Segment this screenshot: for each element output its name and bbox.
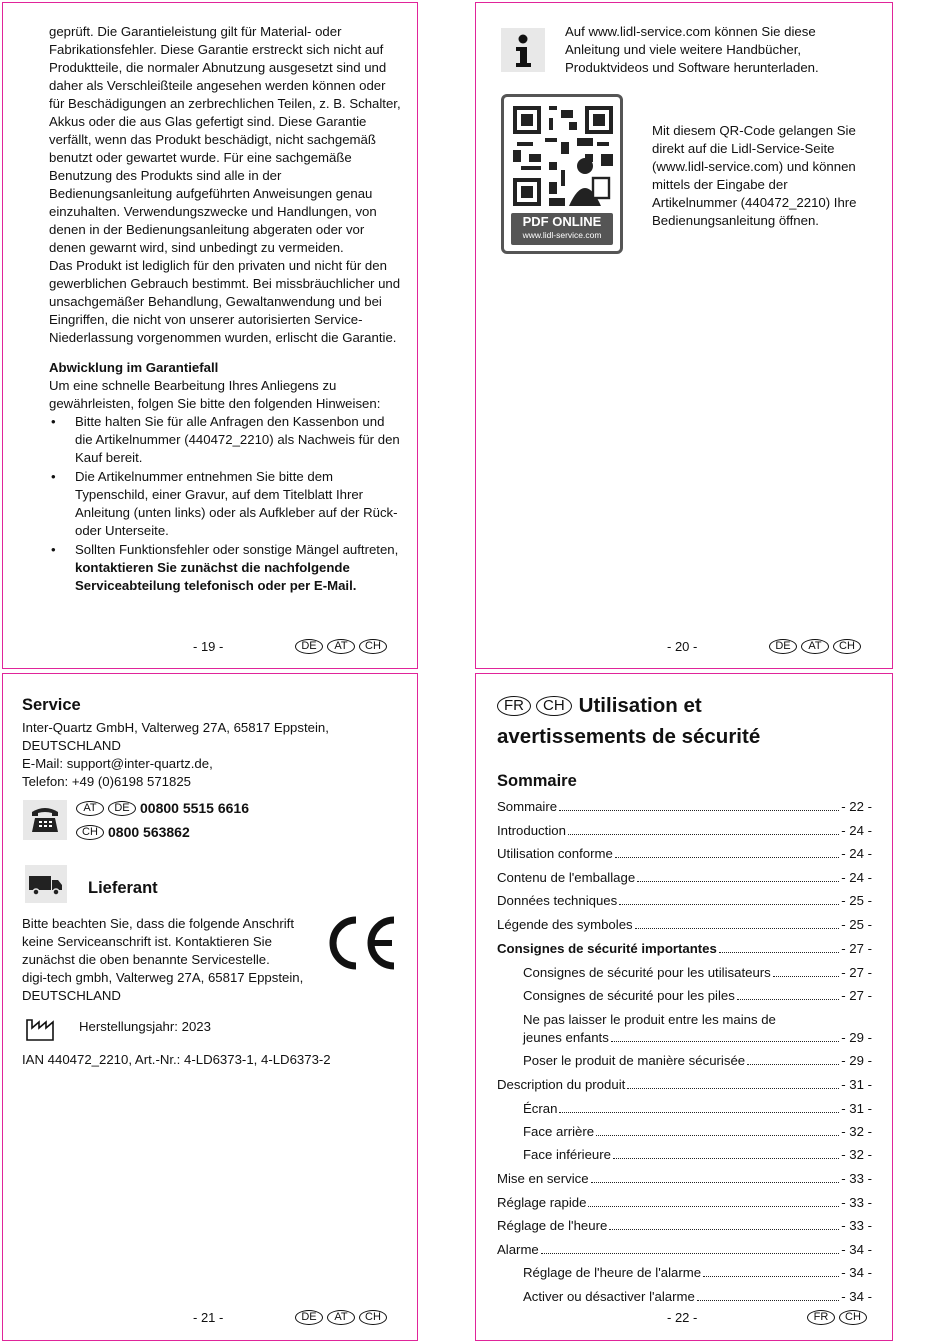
country-badge: AT <box>327 639 355 654</box>
pdf-online-url: www.lidl-service.com <box>522 230 602 240</box>
chapter-title-line-2: avertissements de sécurité <box>497 725 761 748</box>
country-badge: DE <box>769 639 797 654</box>
country-badge: AT <box>801 639 829 654</box>
section-intro: Um eine schnelle Bearbeitung Ihres Anliegens zu gewährleisten, folgen Sie bitte den folgenden Hinweisen: <box>49 378 381 411</box>
page-19 <box>2 2 418 669</box>
supplier-heading: Lieferant <box>88 879 158 897</box>
service-line: Inter-Quartz GmbH, Valterweg 27A, 65817 Eppstein, <box>22 720 329 735</box>
page-number: - 19 - <box>193 639 224 654</box>
manufacture-year: Herstellungsjahr: 2023 <box>79 1019 211 1034</box>
country-badge: CH <box>359 1310 387 1325</box>
supplier-line: zunächst die oben benannte Servicestelle. <box>22 952 270 967</box>
page-22 <box>475 673 893 1341</box>
toc-entry[interactable]: Réglage de l'heure de l'alarme - 34 - <box>523 1265 872 1280</box>
toc-entry[interactable]: Écran - 31 - <box>523 1101 872 1116</box>
country-badge: DE <box>295 639 323 654</box>
phone-row-ch <box>76 824 190 840</box>
toc-entry[interactable]: Réglage rapide - 33 - <box>497 1195 872 1210</box>
toc-entry[interactable]: Face arrière - 32 - <box>523 1124 872 1139</box>
chapter-title-line-1 <box>497 694 702 718</box>
qr-code-box[interactable] <box>501 94 623 254</box>
toc-entry[interactable]: Contenu de l'emballage - 24 - <box>497 870 872 885</box>
list-item-text: Sollten Funktionsfehler oder sonstige Mängel auftreten, <box>75 542 399 557</box>
warranty-text <box>49 23 401 596</box>
toc-entry[interactable]: Description du produit - 31 - <box>497 1077 872 1092</box>
list-item <box>49 541 401 595</box>
toc-entry[interactable]: Sommaire - 22 - <box>497 799 872 814</box>
toc-entry[interactable]: Données techniques - 25 - <box>497 893 872 908</box>
country-badge: CH <box>76 825 104 840</box>
toc-entry-prefix: Ne pas laisser le produit entre les mains de <box>523 1012 776 1027</box>
phone-number: 00800 5515 6616 <box>140 800 249 816</box>
supplier-line: Bitte beachten Sie, dass die folgende Anschrift <box>22 916 294 931</box>
service-line: E-Mail: support@inter-quartz.de, <box>22 756 213 771</box>
country-badges <box>807 1310 867 1325</box>
delivery-truck-icon <box>25 865 67 903</box>
chapter-title: Utilisation et <box>578 694 702 717</box>
qr-code-description: Mit diesem QR-Code gelangen Sie direkt auf die Lidl-Service-Seite (www.lidl-service.com) und können mittels der Eingabe der Artikelnummer (440472_2210) Ihre Bedienungsanleitung öffnen. <box>652 123 857 228</box>
pdf-online-title: PDF ONLINE <box>522 214 602 229</box>
toc-entry[interactable]: Réglage de l'heure - 33 - <box>497 1218 872 1233</box>
country-badge: FR <box>807 1310 835 1325</box>
factory-icon <box>25 1014 57 1047</box>
instruction-list <box>49 413 401 595</box>
toc-entry[interactable]: Introduction - 24 - <box>497 823 872 838</box>
country-badge: DE <box>295 1310 323 1325</box>
page-number: - 22 - <box>667 1310 698 1325</box>
pdf-online-label <box>511 213 613 245</box>
download-info-text: Auf www.lidl-service.com können Sie diese Anleitung und viele weitere Handbücher, Produktvideos und Software herunterladen. <box>565 24 819 75</box>
toc-entry[interactable]: Légende des symboles - 25 - <box>497 917 872 932</box>
country-badge: CH <box>536 696 572 716</box>
country-badges <box>295 1310 387 1325</box>
toc-heading: Sommaire <box>497 772 577 790</box>
country-badge: AT <box>327 1310 355 1325</box>
phone-number: 0800 563862 <box>108 824 190 840</box>
country-badge: CH <box>839 1310 867 1325</box>
toc-entry[interactable]: Alarme - 34 - <box>497 1242 872 1257</box>
country-badge: CH <box>359 639 387 654</box>
toc-entry[interactable]: Face inférieure - 32 - <box>523 1147 872 1162</box>
list-item-emphasis: kontaktieren Sie zunächst die nachfolgende Serviceabteilung telefonisch oder per E-Mail. <box>75 560 357 593</box>
toc-entry[interactable]: Activer ou désactiver l'alarme - 34 - <box>523 1289 872 1304</box>
page-20 <box>475 2 893 669</box>
info-icon <box>501 28 545 72</box>
page-21 <box>2 673 418 1341</box>
supplier-line: keine Serviceanschrift ist. Kontaktieren Sie <box>22 934 272 949</box>
supplier-line: digi-tech gmbh, Valterweg 27A, 65817 Eppstein, <box>22 970 304 985</box>
toc-entry[interactable]: Mise en service - 33 - <box>497 1171 872 1186</box>
service-line: Telefon: +49 (0)6198 571825 <box>22 774 192 789</box>
section-heading: Abwicklung im Garantiefall <box>49 360 219 375</box>
phone-row-at-de <box>76 800 249 816</box>
toc-entry[interactable]: Consignes de sécurité pour les utilisateurs - 27 - <box>523 965 872 980</box>
qr-code-icon <box>513 106 613 206</box>
telephone-icon <box>23 800 67 840</box>
country-badge: CH <box>833 639 861 654</box>
ce-mark-icon <box>322 914 400 977</box>
warranty-paragraph-1: geprüft. Die Garantieleistung gilt für Material- oder Fabrikationsfehler. Diese Garantie erstreckt sich nicht auf Produktteile, die normaler Abnutzung ausgesetzt sind und daher als Verschleißteile angesehen werden können oder für Beschädigungen an zerbrechlichen Teilen, z. B. Schalter, Akkus oder die aus Glas gefertigt sind. Diese Garantie verfällt, wenn das Produkt beschädigt, nicht sachgemäß benutzt oder gewartet wurde. Für eine sachgemäße Benutzung des Produkts sind alle in der Bedienungsanleitung aufgeführten Anweisungen genau einzuhalten. Verwendungszwecke und Handlungen, von denen in der Bedienungsanleitung abgeraten oder vor denen gewarnt wird, sind unbedingt zu vermeiden. <box>49 24 401 255</box>
page-number: - 21 - <box>193 1310 224 1325</box>
toc-entry[interactable]: Poser le produit de manière sécurisée - 29 - <box>523 1053 872 1068</box>
list-item: • Die Artikelnummer entnehmen Sie bitte dem Typenschild, einer Gravur, auf dem Titelblatt Ihrer Anleitung (unten links) oder als Aufkleber auf der Rück- oder Unterseite. <box>49 468 401 540</box>
country-badge: AT <box>76 801 104 816</box>
service-address <box>22 719 402 791</box>
service-line: DEUTSCHLAND <box>22 738 121 753</box>
country-badge: DE <box>108 801 136 816</box>
toc-entry[interactable]: jeunes enfants - 29 - <box>523 1030 872 1045</box>
country-badges <box>769 639 861 654</box>
page-number: - 20 - <box>667 639 698 654</box>
service-heading: Service <box>22 696 81 714</box>
supplier-text <box>22 915 322 1005</box>
toc-entry[interactable]: Consignes de sécurité pour les piles - 27 - <box>523 988 872 1003</box>
country-badge: FR <box>497 696 531 716</box>
toc-entry[interactable]: Utilisation conforme - 24 - <box>497 846 872 861</box>
warranty-paragraph-2: Das Produkt ist lediglich für den privaten und nicht für den gewerblichen Gebrauch bestimmt. Bei missbräuchlicher und unsachgemäßer Behandlung, Gewaltanwendung und bei Eingriffen, die nicht von unserer autorisierten Service-Niederlassung vorgenommen wurden, erlischt die Garantie. <box>49 258 401 345</box>
ian-article-number: IAN 440472_2210, Art.-Nr.: 4-LD6373-1, 4-LD6373-2 <box>22 1052 331 1067</box>
toc-entry[interactable]: Consignes de sécurité importantes - 27 - <box>497 941 872 956</box>
country-badges <box>295 639 387 654</box>
supplier-line: DEUTSCHLAND <box>22 988 121 1003</box>
list-item: • Bitte halten Sie für alle Anfragen den Kassenbon und die Artikelnummer (440472_2210) als Nachweis für den Kauf bereit. <box>49 413 401 467</box>
